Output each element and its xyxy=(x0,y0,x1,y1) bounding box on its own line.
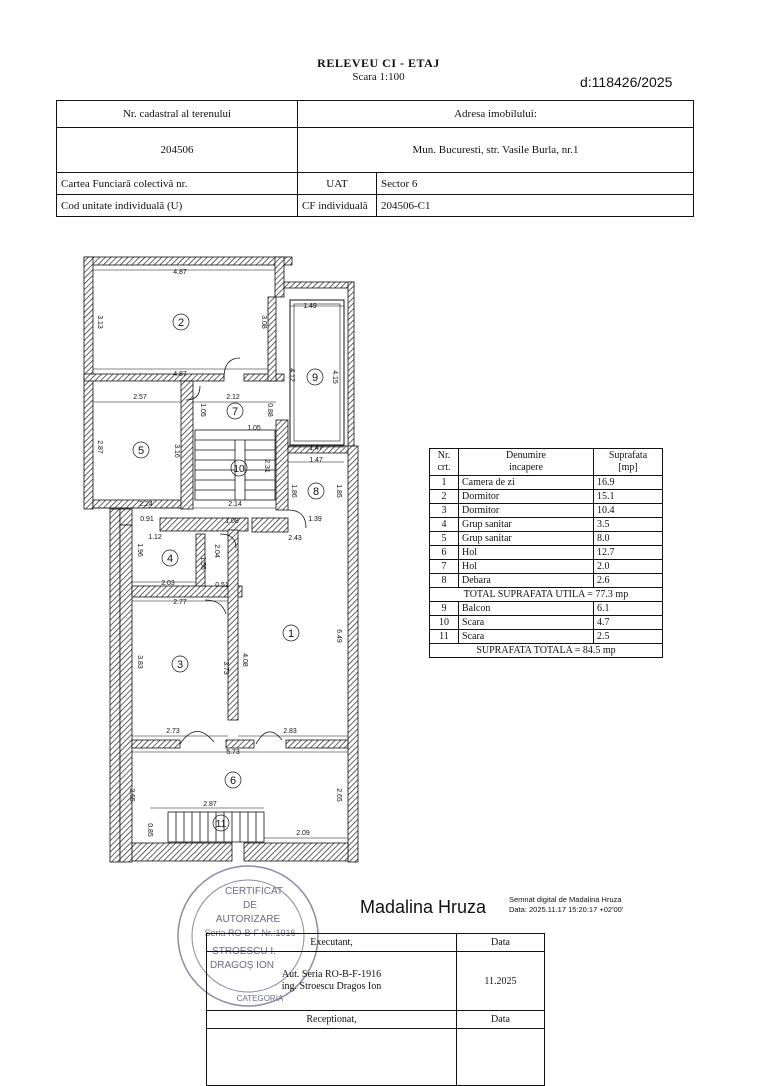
wall xyxy=(244,374,284,381)
wall xyxy=(132,740,180,748)
dim-label: 1.05 xyxy=(247,425,261,432)
dim-label: 2.73 xyxy=(166,728,180,735)
table-row: 1 Camera de zi 16.9 xyxy=(430,476,663,490)
cf-individual-label: CF individuală xyxy=(298,195,377,217)
table-row: 8 Debara 2.6 xyxy=(430,574,663,588)
digital-signature-details xyxy=(509,895,623,915)
digital-signature-name: Madalina Hruza xyxy=(360,897,487,917)
wall xyxy=(120,525,132,862)
room-number-8: 8 xyxy=(312,486,320,498)
room-number-4: 4 xyxy=(166,553,174,565)
col-area2: [mp] xyxy=(618,462,638,473)
document-title: RELEVEU CI - ETAJ xyxy=(317,56,440,70)
dim-label: 3.73 xyxy=(222,661,229,675)
receptionat-label: Receptionat, xyxy=(207,1011,457,1029)
dim-label: 1.56 xyxy=(199,556,206,570)
stamp-line: CATEGORIA xyxy=(236,994,284,1003)
document-number: d:118426/2025 xyxy=(580,74,673,90)
table-row: 6 Hol 12.7 xyxy=(430,546,663,560)
table-row: 7 Hol 2.0 xyxy=(430,560,663,574)
dim-label: 1.12 xyxy=(148,534,162,541)
room-number-1: 1 xyxy=(287,628,295,640)
dim-label: 1.08 xyxy=(225,518,239,525)
wall xyxy=(284,282,354,288)
table-row: 4 Grup sanitar 3.5 xyxy=(430,518,663,532)
dim-label: 2.24 xyxy=(139,501,153,508)
data-label: Data xyxy=(457,934,545,952)
dim-label: 2.87 xyxy=(203,801,217,808)
dim-label: 3.08 xyxy=(260,315,267,329)
table-row: 2 Dormitor 15.1 xyxy=(430,490,663,504)
stamp-line: AUTORIZARE xyxy=(215,914,281,925)
dim-label: 1.47 xyxy=(309,445,323,452)
total-row: SUPRAFATA TOTALA = 84.5 mp xyxy=(430,644,663,658)
data-label-2: Data xyxy=(457,1011,545,1029)
signature-date: Data: 2025.11.17 15:20:17 +02'00' xyxy=(509,905,624,914)
dim-label: 2.87 xyxy=(96,440,103,454)
dim-label: 5.73 xyxy=(226,749,240,756)
dim-label: 0.91 xyxy=(140,516,154,523)
table-row: 11 Scara 2.5 xyxy=(430,630,663,644)
room-number-11: 11 xyxy=(215,819,227,830)
dim-label: 1.49 xyxy=(303,303,317,310)
dim-label: 4.08 xyxy=(241,653,248,667)
stamp-line: DRAGOȘ ION xyxy=(210,960,274,971)
stamp-line: DE xyxy=(243,900,257,911)
table-row: 3 Dormitor 10.4 xyxy=(430,504,663,518)
dim-label: 6.49 xyxy=(335,629,342,643)
cadastral-label: Nr. cadastral al terenului xyxy=(57,101,298,128)
room-number-7: 7 xyxy=(231,406,239,418)
stamp-line: STROESCU I. xyxy=(212,946,276,957)
dim-label: 1.47 xyxy=(309,457,323,464)
dim-label: 1.96 xyxy=(136,543,143,557)
room-number-2: 2 xyxy=(177,317,185,329)
wall xyxy=(84,257,93,509)
room-number-9: 9 xyxy=(311,372,319,384)
date-value: 11.2025 xyxy=(457,952,545,1011)
dim-label: 1.86 xyxy=(290,484,297,498)
dim-label: 3.13 xyxy=(96,315,103,329)
dim-label: 2.43 xyxy=(288,535,302,542)
address-value: Mun. Bucuresti, str. Vasile Burla, nr.1 xyxy=(298,128,694,173)
scale-label: Scara 1:100 xyxy=(352,71,405,83)
unit-code-label: Cod unitate individuală (U) xyxy=(57,195,298,217)
stamp-line: CERTIFICAT xyxy=(225,886,283,897)
dim-label: 4.15 xyxy=(331,370,338,384)
cf-collective-label: Cartea Funciară colectivă nr. xyxy=(57,173,298,195)
dim-label: 1.39 xyxy=(308,516,322,523)
dim-label: 2.77 xyxy=(173,599,187,606)
dim-label: 1.85 xyxy=(335,484,342,498)
author-series: Aut. Seria RO-B-F-1916 xyxy=(281,969,382,980)
wall xyxy=(93,500,181,508)
cadastral-value: 204506 xyxy=(57,128,298,173)
wall xyxy=(348,446,358,862)
wall xyxy=(84,257,292,265)
wall xyxy=(228,530,238,720)
table-row: 5 Grup sanitar 8.0 xyxy=(430,532,663,546)
wall xyxy=(110,509,120,862)
wall xyxy=(268,297,276,381)
room-number-5: 5 xyxy=(137,445,145,457)
stamp-line: Seria RO-B-F Nr.:1916 xyxy=(204,928,296,938)
dim-label: 0.85 xyxy=(146,823,153,837)
wall xyxy=(275,257,284,297)
dim-label: 2.57 xyxy=(133,394,147,401)
dim-label: 0.88 xyxy=(266,403,273,417)
uat-label: UAT xyxy=(298,173,377,195)
col-nr: Nr. xyxy=(437,450,451,461)
room-number-3: 3 xyxy=(176,659,184,671)
room-number-10: 10 xyxy=(233,464,245,475)
room-number-6: 6 xyxy=(229,775,237,787)
dim-label: 2.65 xyxy=(128,788,135,802)
rooms-table xyxy=(429,448,663,658)
dim-label: 2.04 xyxy=(213,544,220,558)
reception-date-cell xyxy=(457,1029,545,1086)
dim-label: 4.87 xyxy=(173,371,187,378)
dim-label: 4.87 xyxy=(173,269,187,276)
wall xyxy=(286,740,348,748)
dim-label: 2.31 xyxy=(263,459,270,473)
uat-value: Sector 6 xyxy=(377,173,694,195)
dim-label: 1.05 xyxy=(199,403,206,417)
dim-label: 3.83 xyxy=(136,655,143,669)
wall xyxy=(348,282,354,452)
col-name: Denumire xyxy=(506,450,546,461)
wall xyxy=(84,374,224,381)
col-crt: crt. xyxy=(437,462,451,473)
col-name2: incapere xyxy=(509,462,543,473)
reception-signature-cell xyxy=(207,1029,457,1086)
signature-line: Semnat digital de Madalina Hruza xyxy=(509,895,622,904)
wall xyxy=(276,420,288,510)
author-name: ing. Stroescu Dragos Ion xyxy=(281,981,382,992)
col-area: Suprafata xyxy=(608,450,648,461)
dim-label: 2.65 xyxy=(335,788,342,802)
address-label: Adresa imobilului: xyxy=(298,101,694,128)
dim-label: 2.03 xyxy=(161,580,175,587)
signature-table xyxy=(206,933,545,1086)
executant-label: Executant, xyxy=(207,934,457,952)
dim-label: 2.12 xyxy=(226,394,240,401)
cf-individual-value: 204506-C1 xyxy=(377,195,694,217)
wall xyxy=(120,509,132,525)
dim-label: 2.09 xyxy=(296,830,310,837)
dim-label: 3.16 xyxy=(173,444,180,458)
wall xyxy=(252,518,288,532)
table-row: 10 Scara 4.7 xyxy=(430,616,663,630)
dim-label: 0.51 xyxy=(215,582,229,589)
dim-label: 2.14 xyxy=(228,501,242,508)
table-row: 9 Balcon 6.1 xyxy=(430,602,663,616)
wall xyxy=(226,740,254,748)
dim-label: 2.83 xyxy=(283,728,297,735)
total-useful-row: TOTAL SUPRAFATA UTILA = 77.3 mp xyxy=(430,588,663,602)
dim-label: 4.12 xyxy=(288,368,295,382)
